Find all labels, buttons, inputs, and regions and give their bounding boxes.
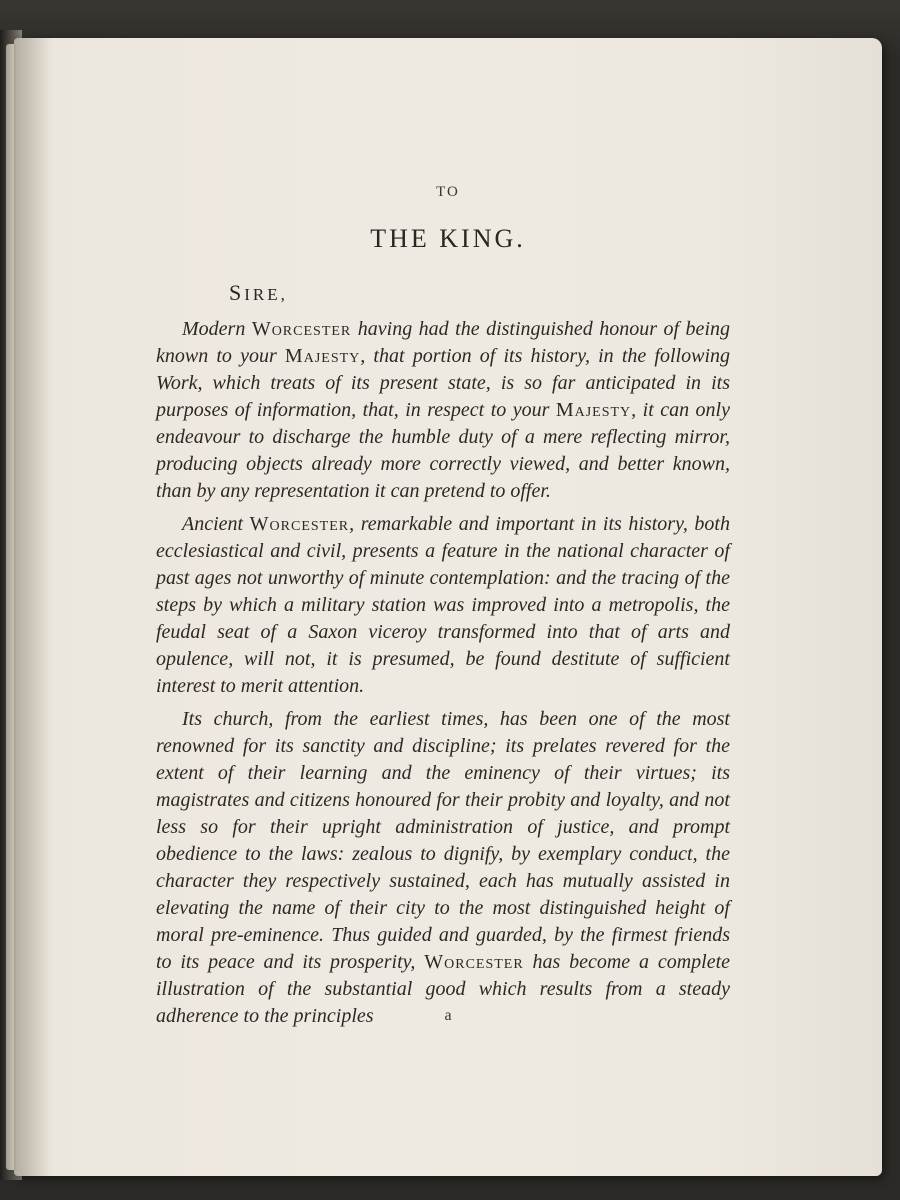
- text-run: , that portion of its history, in the following Work, which treats of its present state, is so far anticipated in its purposes of information, that, in respect to your: [156, 345, 730, 421]
- paragraph: [156, 316, 730, 505]
- text-run: Modern: [182, 318, 252, 340]
- salutation: SIRE,: [229, 280, 288, 305]
- small-caps-name: Majesty: [555, 399, 632, 421]
- book-page: [14, 38, 882, 1176]
- text-run: Ancient: [182, 513, 250, 535]
- small-caps-name: Majesty: [284, 345, 361, 367]
- text-run: having had the distinguished honour of being known to your: [156, 318, 730, 367]
- paragraph: [156, 511, 730, 700]
- paragraph: [156, 706, 730, 1030]
- text-run: , remarkable and important in its history, both ecclesiastical and civil, presents a feature in the national character of past ages not unworthy of minute contemplation: and the tracing of the steps by which a military station was improved into a metropolis, the feudal seat of a Saxon viceroy transformed into that of arts and opulence, will not, it is presumed, be found destitute of sufficient interest to merit attention.: [156, 513, 730, 697]
- gutter-shadow: [14, 38, 54, 1176]
- text-run: , it can only endeavour to discharge the humble duty of a mere reflecting mirror, producing objects already more correctly viewed, and better known, than by any representation it can pretend to offer.: [156, 399, 730, 502]
- small-caps-name: Worcester: [424, 951, 524, 973]
- header-to: TO: [436, 184, 460, 200]
- small-caps-name: Worcester: [251, 318, 352, 340]
- text-run: Its church, from the earliest times, has been one of the most renowned for its sanctity and discipline; its prelates revered for the extent of their learning and the eminency of their virtues; its magistrates and citizens honoured for their probity and loyalty, and not less so for their upright administration of justice, and prompt obedience to the laws: zealous to dignify, by exemplary conduct, the character they respectively sustained, each has mutually assisted in elevating the name of their city to the most distinguished height of moral pre-eminence. Thus guided and guarded, by the firmest friends to its peace and its prosperity,: [156, 708, 730, 973]
- dedication-body: [156, 316, 730, 1030]
- text-run: has become a complete illustration of the substantial good which results from a steady adherence to the principles: [156, 951, 731, 1027]
- signature-mark: a: [444, 1007, 452, 1024]
- small-caps-name: Worcester: [249, 513, 350, 535]
- page-title: THE KING.: [370, 224, 526, 253]
